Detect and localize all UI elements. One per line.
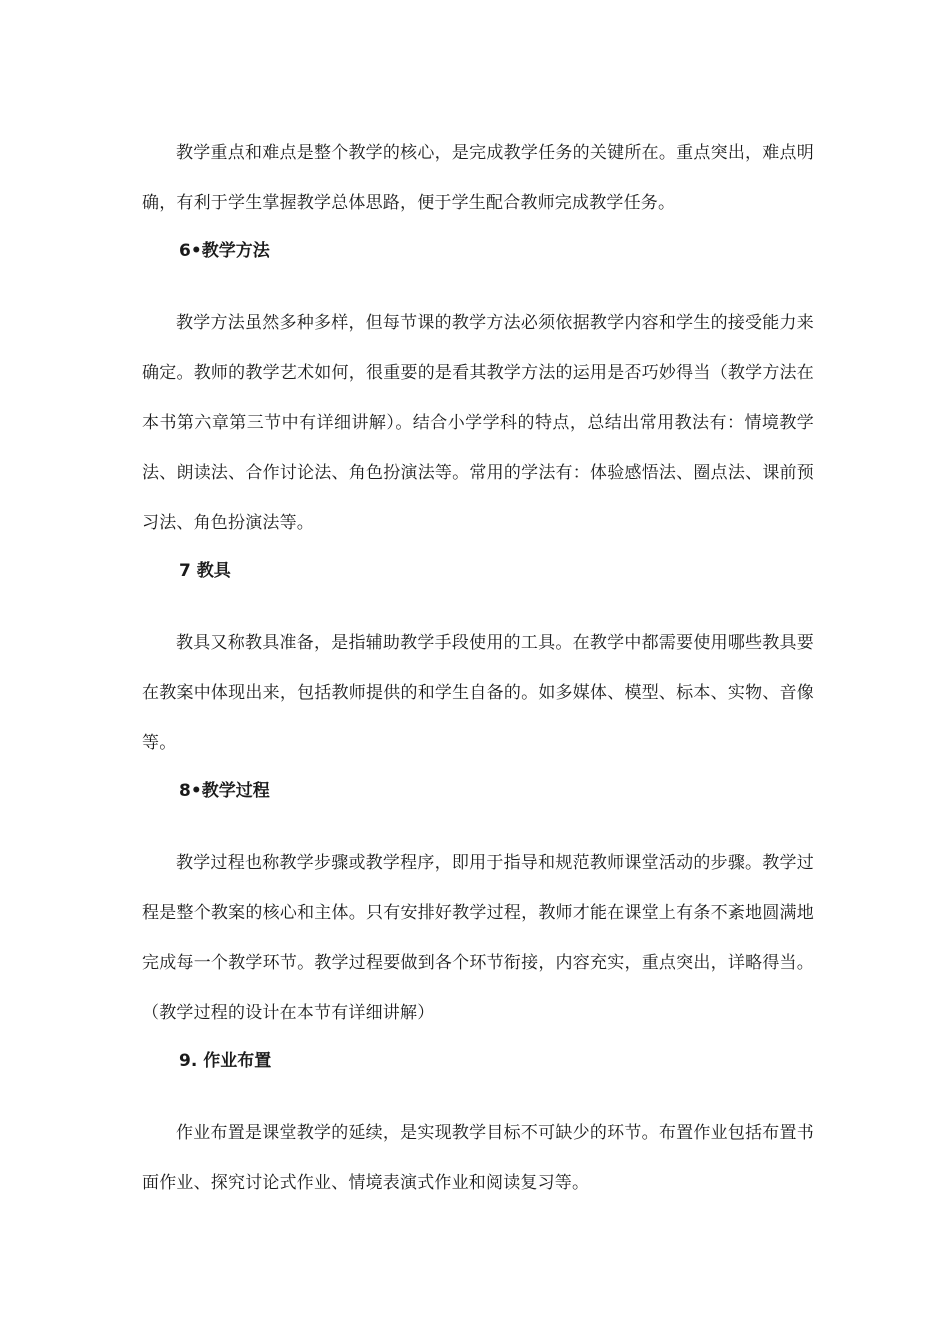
heading-teaching-methods: 6•教学方法 <box>179 241 270 261</box>
heading-teaching-process: 8•教学过程 <box>179 781 270 801</box>
paragraph-teaching-process: 教学过程也称教学步骤或教学程序，即用于指导和规范教师课堂活动的步骤。教学过程是整个教案的核心和主体。只有安排好教学过程，教师才能在课堂上有条不紊地圆满地完成每一个教学环节。教学过程要做到各个环节衔接，内容充实，重点突出，详略得当。（教学过程的设计在本节有详细讲解） <box>142 853 814 1023</box>
paragraph-teaching-methods: 教学方法虽然多种多样，但每节课的教学方法必须依据教学内容和学生的接受能力来确定。教师的教学艺术如何，很重要的是看其教学方法的运用是否巧妙得当（教学方法在本书第六章第三节中有详细讲解）。结合小学学科的特点，总结出常用教法有：情境教学法、朗读法、合作讨论法、角色扮演法等。常用的学法有：体验感悟法、圈点法、课前预习法、角色扮演法等。 <box>142 313 814 533</box>
paragraph-teaching-aids: 教具又称教具准备，是指辅助教学手段使用的工具。在教学中都需要使用哪些教具要在教案中体现出来，包括教师提供的和学生自备的。如多媒体、模型、标本、实物、音像等。 <box>142 633 814 753</box>
document-page <box>142 128 814 1208</box>
heading-homework: 9. 作业布置 <box>179 1051 272 1071</box>
paragraph-key-points: 教学重点和难点是整个教学的核心，是完成教学任务的关键所在。重点突出，难点明确，有利于学生掌握教学总体思路，便于学生配合教师完成教学任务。 <box>142 143 814 213</box>
heading-teaching-aids: 7 教具 <box>179 561 231 581</box>
paragraph-homework: 作业布置是课堂教学的延续，是实现教学目标不可缺少的环节。布置作业包括布置书面作业、探究讨论式作业、情境表演式作业和阅读复习等。 <box>142 1123 814 1193</box>
